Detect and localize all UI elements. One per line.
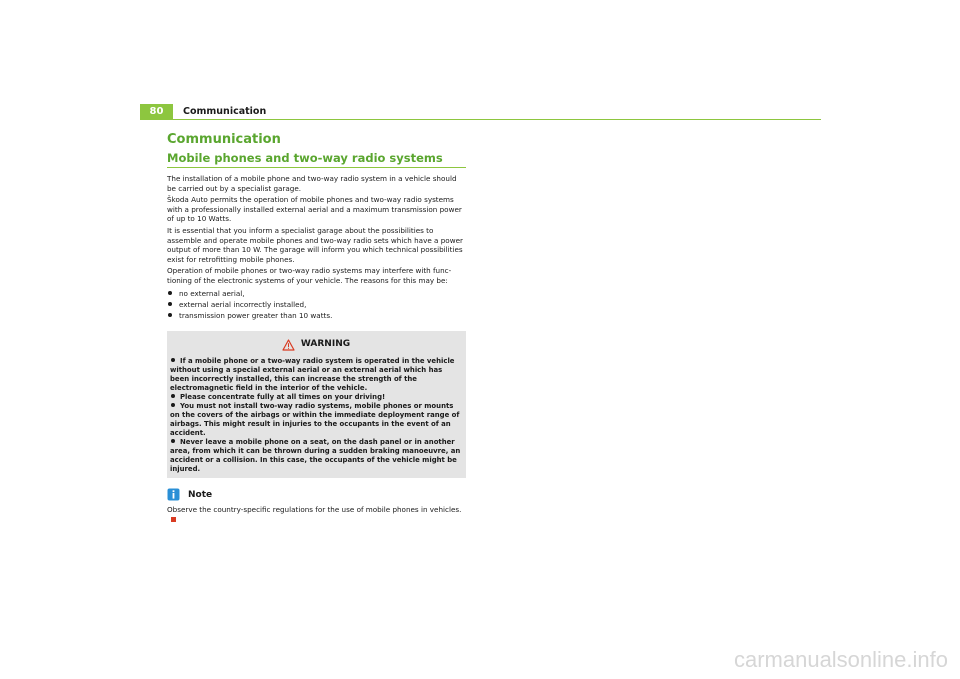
warning-item — [170, 357, 462, 393]
warning-item — [170, 402, 462, 438]
warning-triangle-icon — [282, 339, 295, 351]
bullet-icon — [168, 291, 172, 295]
list-item — [167, 288, 466, 299]
page-content — [167, 128, 466, 525]
warning-header — [170, 335, 462, 355]
watermark: carmanualsonline.info — [733, 647, 948, 672]
warning-item-text: Never leave a mobile phone on a seat, on the dash panel or in another area, from which it can be thrown during a sudden braking manoeuvre, an accident or a collision. In this case, the occupants of the vehicle might be injured. — [170, 437, 461, 473]
end-of-section-icon — [171, 517, 176, 522]
warning-item — [170, 438, 462, 474]
paragraph: It is essential that you inform a specialist garage about the possibilities to assemble and operate mobile phones and two-way radio sets which have a power output of more than 10 W. The garage will inform you which technical possibilities exist for retrofitting mobile phones. — [167, 225, 463, 264]
warning-item — [170, 393, 462, 402]
note-body: Observe the country-specific regulations for the use of mobile phones in vehicles. — [167, 504, 462, 514]
page-number: 80 — [140, 104, 173, 120]
list-item-text: no external aerial, — [179, 288, 245, 298]
warning-box — [167, 331, 466, 478]
section-title: Communication — [167, 132, 281, 147]
body-text — [167, 174, 466, 321]
list-item-text: external aerial incorrectly installed, — [179, 299, 307, 309]
warning-title: WARNING — [300, 339, 351, 350]
list-item — [167, 310, 466, 321]
subsection-title: Mobile phones and two-way radio systems — [167, 152, 466, 168]
paragraph: Škoda Auto permits the operation of mobile phones and two-way radio systems with a professionally installed external aerial and a maximum transmission power of up to 10 Watts. — [167, 195, 462, 224]
list-item-text: transmission power greater than 10 watts. — [179, 310, 333, 320]
reasons-list — [167, 288, 466, 321]
note-title: Note — [188, 489, 213, 500]
bullet-icon — [168, 313, 172, 317]
paragraph: The installation of a mobile phone and two-way radio system in a vehicle should be carried out by a specialist garage. — [167, 174, 457, 193]
note-text — [167, 505, 466, 525]
info-icon — [167, 488, 180, 501]
bullet-icon — [171, 358, 175, 362]
warning-item-text: You must not install two-way radio systems, mobile phones or mounts on the covers of the airbags or within the immediate deployment range of airbags. This might result in injuries to the occupants in the event of an accident. — [170, 401, 460, 437]
bullet-icon — [171, 403, 175, 407]
warning-item-text: Please concentrate fully at all times on your driving! — [180, 392, 386, 401]
bullet-icon — [171, 439, 175, 443]
list-item — [167, 299, 466, 310]
running-header: Communication — [183, 106, 267, 117]
bullet-icon — [171, 394, 175, 398]
header-rule — [173, 119, 821, 120]
bullet-icon — [168, 302, 172, 306]
note-header — [167, 487, 466, 503]
paragraph: Operation of mobile phones or two-way radio systems may interfere with func-tioning of the electronic systems of your vehicle. The reasons for this may be: — [167, 266, 452, 285]
warning-item-text: If a mobile phone or a two-way radio system is operated in the vehicle without using a special external aerial or an external aerial which has been incorrectly installed, this can increase the strength of the electromagnetic field in the interior of the vehicle. — [170, 356, 455, 392]
